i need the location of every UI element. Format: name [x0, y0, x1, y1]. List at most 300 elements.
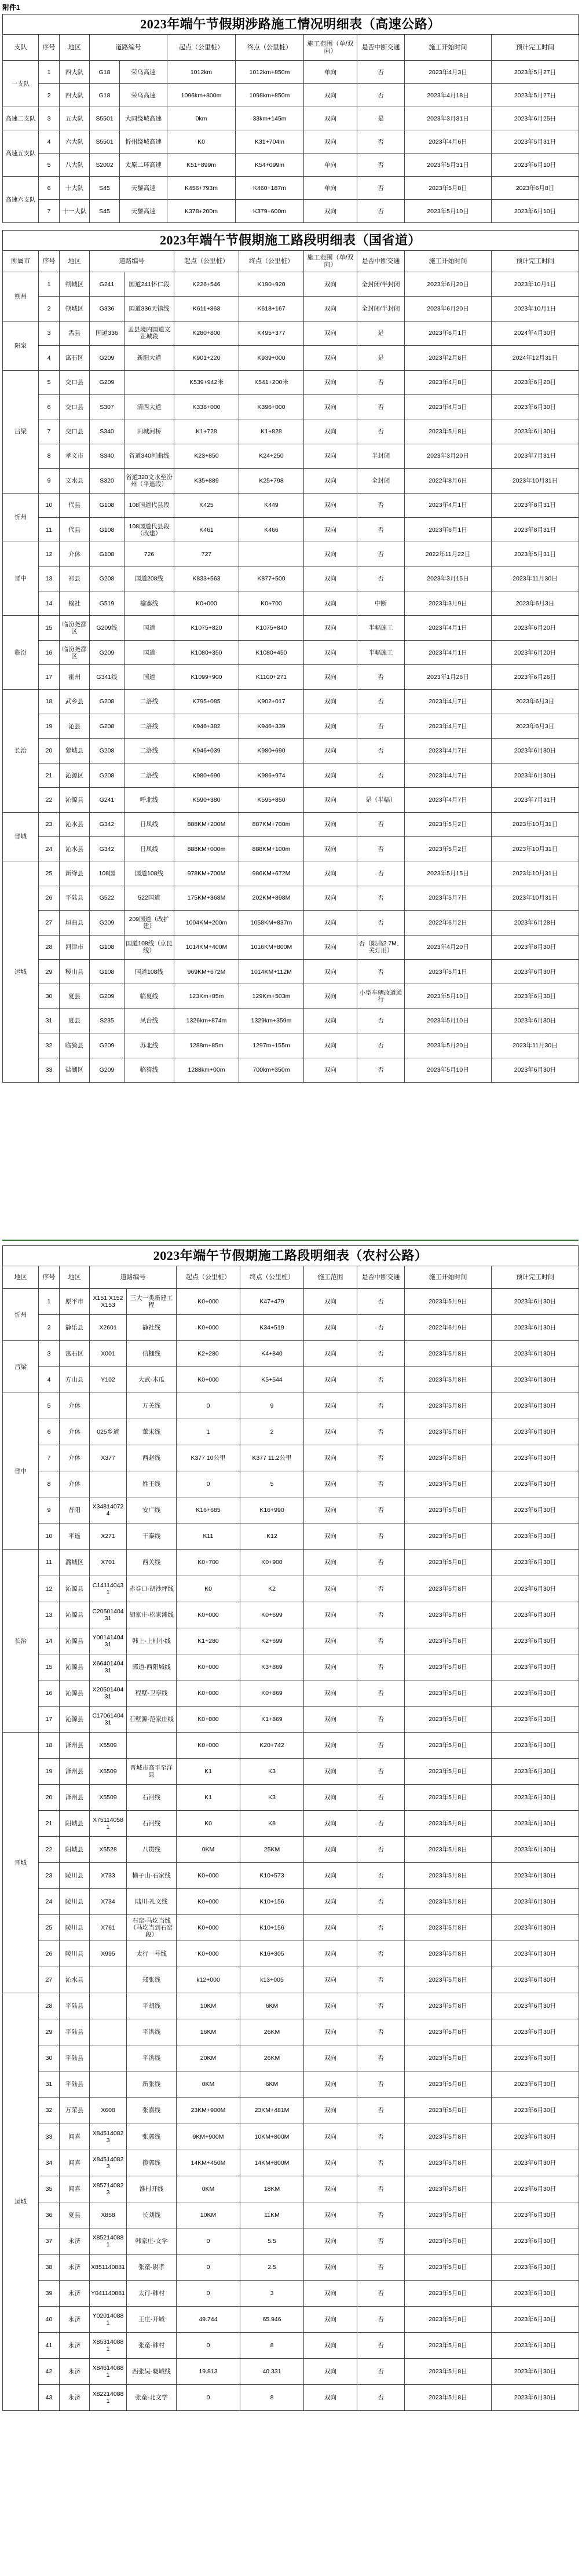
table-cell: S340 — [90, 419, 125, 444]
table-cell: X845140823 — [90, 2150, 127, 2176]
table-cell: 平陆县 — [60, 2071, 90, 2098]
table-cell: 五大队 — [60, 107, 90, 130]
table-cell: 2023年6月30日 — [492, 1550, 579, 1576]
table-cell: K10+156 — [240, 1915, 304, 1941]
table-cell: 双向 — [304, 1654, 357, 1680]
table-cell: 25 — [39, 861, 60, 886]
table-cell: 32 — [39, 1033, 60, 1058]
table-cell: G108 — [90, 935, 125, 959]
table-cell: 大同绕城高速 — [120, 107, 167, 130]
table-cell: 双向 — [304, 1784, 357, 1810]
column-header: 预计完工时间 — [492, 251, 579, 272]
table-cell: K1+728 — [174, 419, 239, 444]
table-cell: 19.813 — [177, 2358, 240, 2384]
group-cell: 晋城 — [3, 1732, 39, 1993]
table-cell: 6 — [39, 1419, 60, 1445]
table-cell: 17 — [39, 1706, 60, 1732]
table-cell: K10+573 — [240, 1863, 304, 1889]
table-cell: 永济 — [60, 2306, 90, 2332]
table-cell: 2023年5月8日 — [405, 1915, 492, 1941]
table-cell: 否 — [357, 1993, 405, 2019]
table-cell: 否 — [357, 1523, 405, 1550]
table-cell: 2023年5月20日 — [405, 1033, 492, 1058]
table-cell: 65.946 — [240, 2306, 304, 2332]
table-cell: 16 — [39, 640, 60, 664]
table-cell: 横子山-石家线 — [127, 1863, 177, 1889]
table-cell: 郑张线 — [127, 1967, 177, 1993]
table-cell: K541+200米 — [239, 370, 304, 394]
table-cell: 2023年5月9日 — [405, 1289, 492, 1315]
table-cell: 双向 — [304, 984, 357, 1009]
table-cell: 否 — [357, 714, 405, 739]
table-cell: X5509 — [90, 1758, 127, 1784]
table-cell: 2023年6月30日 — [492, 1680, 579, 1706]
table-cell: K54+099m — [236, 154, 304, 177]
table-cell: 2023年5月10日 — [405, 1009, 492, 1033]
table-cell: 2023年5月8日 — [405, 177, 492, 200]
table-cell: 双向 — [304, 911, 357, 935]
table-row — [3, 959, 579, 984]
table-row — [3, 2045, 579, 2071]
table-cell: 陵川县 — [60, 1941, 90, 1967]
table-cell: 否 — [357, 1706, 405, 1732]
table-cell: 2023年6月8日 — [492, 177, 579, 200]
table-cell: 5 — [240, 1471, 304, 1497]
table-cell: 永济 — [60, 2228, 90, 2254]
group-cell: 高速二支队 — [3, 107, 39, 130]
table-cell: 4 — [39, 1367, 60, 1393]
table-cell: 双向 — [304, 1341, 357, 1367]
table-cell: 泽州县 — [60, 1784, 90, 1810]
column-header: 地区 — [60, 251, 90, 272]
table-cell: 2023年5月2日 — [405, 836, 492, 861]
table-cell: 1098km+850m — [236, 84, 304, 107]
table-cell: K595+850 — [239, 788, 304, 812]
table-cell: 介休 — [60, 1445, 90, 1471]
table-cell: X857140823 — [90, 2176, 127, 2202]
group-cell: 阳泉 — [3, 321, 39, 370]
group-cell: 晋中 — [3, 1393, 39, 1550]
table-cell: 2023年1月26日 — [405, 665, 492, 689]
table-cell: k12+000 — [177, 1967, 240, 1993]
table-cell: 永济 — [60, 2280, 90, 2306]
table-cell: 双向 — [304, 788, 357, 812]
table-cell: 20 — [39, 739, 60, 763]
column-header: 序号 — [39, 35, 60, 61]
table-cell: 14 — [39, 591, 60, 616]
table-row — [3, 1058, 579, 1082]
table-cell: 小型车辆改道通行 — [357, 984, 405, 1009]
table-cell: 26 — [39, 1941, 60, 1967]
table-cell: 代县 — [60, 493, 90, 517]
table-cell: 2023年6月20日 — [492, 370, 579, 394]
table-cell: 13 — [39, 567, 60, 591]
table-cell: C1706140431 — [90, 1706, 127, 1732]
table-cell: 27 — [39, 911, 60, 935]
table-cell: 108国 — [90, 861, 125, 886]
table-cell: 2023年3月20日 — [405, 444, 492, 468]
table-cell: K338+000 — [174, 394, 239, 419]
table-cell: K0+700 — [239, 591, 304, 616]
table-cell: 垣曲县 — [60, 911, 90, 935]
table-cell: 单向 — [304, 154, 357, 177]
table-cell: 2023年6月30日 — [492, 1732, 579, 1758]
table-cell: 双向 — [304, 272, 357, 297]
table-cell: G241 — [90, 272, 125, 297]
table-cell: 双向 — [304, 714, 357, 739]
table-cell: S5501 — [90, 107, 120, 130]
table-cell: 否 — [357, 959, 405, 984]
table-cell: 双向 — [304, 1810, 357, 1836]
table-cell: K226+546 — [174, 272, 239, 297]
table-cell: 2023年4月18日 — [405, 84, 492, 107]
table-cell: 双向 — [304, 1758, 357, 1784]
column-header: 是否中断交通 — [357, 251, 405, 272]
table-cell: 揽郭线 — [127, 2150, 177, 2176]
table-cell: 国道336 — [90, 321, 125, 345]
table-cell: 孝义市 — [60, 444, 90, 468]
table-cell: 10 — [39, 1523, 60, 1550]
table-cell: 天黎高速 — [120, 177, 167, 200]
table-cell: 0 — [177, 1471, 240, 1497]
table-cell: 2023年6月30日 — [492, 2384, 579, 2410]
table-cell: G519 — [90, 591, 125, 616]
table-cell: 夏县 — [60, 1009, 90, 1033]
table-cell: 祁县 — [60, 567, 90, 591]
table-cell: 永济 — [60, 2384, 90, 2410]
table-cell: 108国道代县段 — [125, 493, 174, 517]
table-cell: 沁源县 — [60, 788, 90, 812]
table-cell: 10KM — [177, 1993, 240, 2019]
table-cell: 3 — [240, 2280, 304, 2306]
table-cell: S45 — [90, 177, 120, 200]
table-cell: 888KM+100m — [239, 836, 304, 861]
table-cell: 1 — [177, 1419, 240, 1445]
table-cell: 闻喜 — [60, 2176, 90, 2202]
column-header: 施工范围 — [304, 1266, 357, 1289]
table-cell: 2023年6月30日 — [492, 2176, 579, 2202]
table-cell: K0+000 — [177, 1602, 240, 1628]
table-cell: 2024年4月30日 — [492, 321, 579, 345]
table-cell: 双向 — [304, 567, 357, 591]
table-cell: 1014KM+112M — [239, 959, 304, 984]
table-cell: K16+305 — [240, 1941, 304, 1967]
table-cell: 2 — [39, 1315, 60, 1341]
table-cell: 双向 — [304, 542, 357, 567]
table-cell: 2023年6月30日 — [492, 419, 579, 444]
table-row — [3, 1550, 579, 1576]
table-cell: K0 — [177, 1576, 240, 1602]
table-cell: 2023年5月8日 — [405, 1889, 492, 1915]
table-row — [3, 739, 579, 763]
table-cell: 2023年6月25日 — [492, 107, 579, 130]
table-cell: S320 — [90, 469, 125, 493]
table-cell: S307 — [90, 394, 125, 419]
table-cell: 31 — [39, 1009, 60, 1033]
table-row — [3, 107, 579, 130]
table-cell: 双向 — [304, 1419, 357, 1445]
table-cell: 2023年4月7日 — [405, 689, 492, 714]
table-cell: 2023年6月30日 — [492, 2071, 579, 2098]
table-cell: K0 — [177, 1810, 240, 1836]
table-cell: 干泰线 — [127, 1523, 177, 1550]
table-cell: 双向 — [304, 1058, 357, 1082]
table-cell: 单向 — [304, 177, 357, 200]
table-cell: K1 — [177, 1784, 240, 1810]
table-cell: 否 — [357, 739, 405, 763]
column-header: 终点（公里桩） — [240, 1266, 304, 1289]
table-cell: 2 — [39, 297, 60, 321]
table-cell: 13 — [39, 1602, 60, 1628]
table-cell: 双向 — [304, 297, 357, 321]
table-cell: S5501 — [90, 130, 120, 154]
table-cell: K456+793m — [167, 177, 236, 200]
table-row — [3, 444, 579, 468]
table-cell: 否 — [357, 2019, 405, 2045]
table-cell: 否 — [357, 1784, 405, 1810]
table-row — [3, 2280, 579, 2306]
column-header: 道路编号 — [90, 35, 167, 61]
table-cell: K618+167 — [239, 297, 304, 321]
table-cell: 双向 — [304, 493, 357, 517]
table-cell: 1 — [39, 1289, 60, 1315]
table-cell: 否 — [357, 1628, 405, 1654]
table-cell: 双向 — [304, 200, 357, 223]
table-cell: K34+519 — [240, 1315, 304, 1341]
table-cell: 稷山县 — [60, 959, 90, 984]
column-header: 地区 — [60, 35, 90, 61]
table-cell: 40.331 — [240, 2358, 304, 2384]
table-cell: S235 — [90, 1009, 125, 1033]
table-cell: G208 — [90, 714, 125, 739]
table-cell: K20+742 — [240, 1732, 304, 1758]
table-cell: 10 — [39, 493, 60, 517]
table-cell: 209国道（改扩建） — [125, 911, 174, 935]
table-cell: G209 — [90, 346, 125, 370]
table-cell: 双向 — [304, 1550, 357, 1576]
table-cell: 双向 — [304, 763, 357, 787]
table-cell: 双向 — [304, 935, 357, 959]
table-cell: 2023年6月30日 — [492, 2358, 579, 2384]
table-row — [3, 61, 579, 84]
table-cell: 双向 — [304, 2254, 357, 2280]
table-row — [3, 1941, 579, 1967]
table-cell: Y041140881 — [90, 2280, 127, 2306]
table-cell: 介休 — [60, 1419, 90, 1445]
table-row — [3, 886, 579, 910]
table-cell: 胡家庄-松家滩线 — [127, 1602, 177, 1628]
table-cell: G209 — [90, 1058, 125, 1082]
table-cell: 2023年6月30日 — [492, 1993, 579, 2019]
table-cell: 新张线 — [127, 2071, 177, 2098]
table-cell — [90, 2019, 127, 2045]
table-cell: 霍州 — [60, 665, 90, 689]
table-cell: 2023年8月31日 — [492, 517, 579, 542]
table-row — [3, 84, 579, 107]
table-cell: 11 — [39, 517, 60, 542]
table-row — [3, 2254, 579, 2280]
table-cell: K986+974 — [239, 763, 304, 787]
table-cell: 2023年6月30日 — [492, 1602, 579, 1628]
table-cell: 否 — [357, 1550, 405, 1576]
table-cell: 0 — [177, 2384, 240, 2410]
table-cell: K902+017 — [239, 689, 304, 714]
table-cell: K466 — [239, 517, 304, 542]
table-cell: 否 — [357, 1393, 405, 1419]
table-cell: Y0014140431 — [90, 1628, 127, 1654]
table-cell: K280+800 — [174, 321, 239, 345]
table-cell: 2023年5月8日 — [405, 1393, 492, 1419]
table-cell: 41 — [39, 2332, 60, 2358]
table-cell: 2023年6月10日 — [492, 200, 579, 223]
table-cell: 23KM+900M — [177, 2098, 240, 2124]
table-cell: 2023年5月10日 — [405, 200, 492, 223]
table-cell: 23 — [39, 1863, 60, 1889]
column-header: 终点（公里桩） — [239, 251, 304, 272]
table-cell: K2 — [240, 1576, 304, 1602]
table-cell: 双向 — [304, 2045, 357, 2071]
table-cell: 双向 — [304, 2384, 357, 2410]
table-cell: 否 — [357, 763, 405, 787]
table-cell: 2023年6月30日 — [492, 2254, 579, 2280]
table-cell: 2023年6月1日 — [405, 517, 492, 542]
table-cell: 2023年6月30日 — [492, 1810, 579, 1836]
table-cell: 否 — [357, 1810, 405, 1836]
table-cell: 否 — [357, 1315, 405, 1341]
table-cell: X734 — [90, 1889, 127, 1915]
table-cell: 123Km+85m — [174, 984, 239, 1009]
table-cell: K0+000 — [177, 1889, 240, 1915]
table-cell: K377 10公里 — [177, 1445, 240, 1471]
table-cell: 四大队 — [60, 84, 90, 107]
table-cell: 是（半幅） — [357, 788, 405, 812]
table-cell: K4+840 — [240, 1341, 304, 1367]
table-cell: 日凤线 — [125, 836, 174, 861]
table-cell: 西张吴-晓城线 — [127, 2358, 177, 2384]
table-cell: K2+699 — [240, 1628, 304, 1654]
table-row — [3, 200, 579, 223]
table-cell: 省道320文水至汾州（平遥段） — [125, 469, 174, 493]
table-cell: 2023年5月8日 — [405, 1706, 492, 1732]
table-cell: 沁源县 — [60, 1602, 90, 1628]
table-cell: 2023年6月30日 — [492, 1915, 579, 1941]
table-cell: 泽州县 — [60, 1758, 90, 1784]
table-cell: 晋城市高平至洋县 — [127, 1758, 177, 1784]
table-cell: 8 — [240, 2332, 304, 2358]
table-cell: 双向 — [304, 739, 357, 763]
column-header: 道路编号 — [90, 1266, 177, 1289]
table-cell: 否 — [357, 154, 405, 177]
table-cell: 2023年6月3日 — [492, 714, 579, 739]
table-row — [3, 493, 579, 517]
table-cell: 夏县 — [60, 984, 90, 1009]
table-cell: 双向 — [304, 2098, 357, 2124]
group-cell: 临汾 — [3, 616, 39, 689]
table-cell: K0+000 — [177, 1315, 240, 1341]
table-cell: 2023年6月30日 — [492, 1315, 579, 1341]
table-cell: 6 — [39, 177, 60, 200]
table-cell: 韩上-上村小线 — [127, 1628, 177, 1654]
table-cell: 9KM+900M — [177, 2124, 240, 2150]
table-row — [3, 1889, 579, 1915]
table-cell: k13+005 — [240, 1967, 304, 1993]
table-cell: 否 — [357, 1289, 405, 1315]
table-cell: 八贯线 — [127, 1836, 177, 1862]
table-cell: 0KM — [177, 1836, 240, 1862]
table-cell: 否 — [357, 2332, 405, 2358]
table-cell: 700km+350m — [239, 1058, 304, 1082]
table-cell: 11KM — [240, 2202, 304, 2228]
table-cell: G342 — [90, 812, 125, 836]
table-cell: K35+889 — [174, 469, 239, 493]
table-cell: 三大一类新建工程 — [127, 1289, 177, 1315]
table-cell: 双向 — [304, 2306, 357, 2332]
table-header — [3, 35, 579, 61]
attachment-label: 附件1 — [2, 3, 20, 12]
table-cell: 否 — [357, 1863, 405, 1889]
table-cell: 2023年5月8日 — [405, 1758, 492, 1784]
table-cell: 苏北线 — [125, 1033, 174, 1058]
table-cell: K11 — [177, 1523, 240, 1550]
table-row — [3, 616, 579, 640]
table-cell: 2023年4月7日 — [405, 763, 492, 787]
table-cell: 15 — [39, 1654, 60, 1680]
table-cell: 张嘉线 — [127, 2098, 177, 2124]
table-cell: 2023年5月8日 — [405, 2306, 492, 2332]
table-cell: 代县 — [60, 517, 90, 542]
table-cell: X5509 — [90, 1732, 127, 1758]
table-cell: K25+798 — [239, 469, 304, 493]
table-cell: 双向 — [304, 469, 357, 493]
table-cell: 否（限高2.7M、关灯用） — [357, 935, 405, 959]
table-cell: 陵川县 — [60, 1915, 90, 1941]
table-cell: 太行一号线 — [127, 1941, 177, 1967]
table-cell: 韩家庄-文学 — [127, 2228, 177, 2254]
table-cell: 2022年8月6日 — [405, 469, 492, 493]
table-cell: 双向 — [304, 444, 357, 468]
table-cell: 2023年5月8日 — [405, 2332, 492, 2358]
table-cell: 双向 — [304, 836, 357, 861]
table-row — [3, 469, 579, 493]
table-cell: K190+920 — [239, 272, 304, 297]
table-cell: 4 — [39, 346, 60, 370]
table-cell: K5+544 — [240, 1367, 304, 1393]
table-cell: 石壁源-范家庄线 — [127, 1706, 177, 1732]
table-cell: 双向 — [304, 1732, 357, 1758]
table-cell: 14 — [39, 1628, 60, 1654]
table-row — [3, 321, 579, 345]
table-cell: 孟县境内国道文芷城段 — [125, 321, 174, 345]
column-header: 支队 — [3, 35, 39, 61]
table-cell: K1080+450 — [239, 640, 304, 664]
table-cell: 否 — [357, 2176, 405, 2202]
table-row — [3, 346, 579, 370]
table-cell: 否 — [357, 1497, 405, 1523]
table-cell: K425 — [174, 493, 239, 517]
table-cell: 否 — [357, 1009, 405, 1033]
table-cell: 2023年6月30日 — [492, 1445, 579, 1471]
table-cell: G108 — [90, 517, 125, 542]
table-cell: 临猗线 — [125, 1058, 174, 1082]
table-cell: 全封闭/半封闭 — [357, 272, 405, 297]
table-cell: 2023年6月30日 — [492, 2019, 579, 2045]
table-cell: 2023年5月8日 — [405, 2045, 492, 2071]
table-cell: 2023年5月7日 — [405, 886, 492, 910]
table-cell: X151 X152 X153 — [90, 1289, 127, 1315]
table-row — [3, 2150, 579, 2176]
table-cell: 1288km+00m — [174, 1058, 239, 1082]
table-cell: 永济 — [60, 2254, 90, 2280]
